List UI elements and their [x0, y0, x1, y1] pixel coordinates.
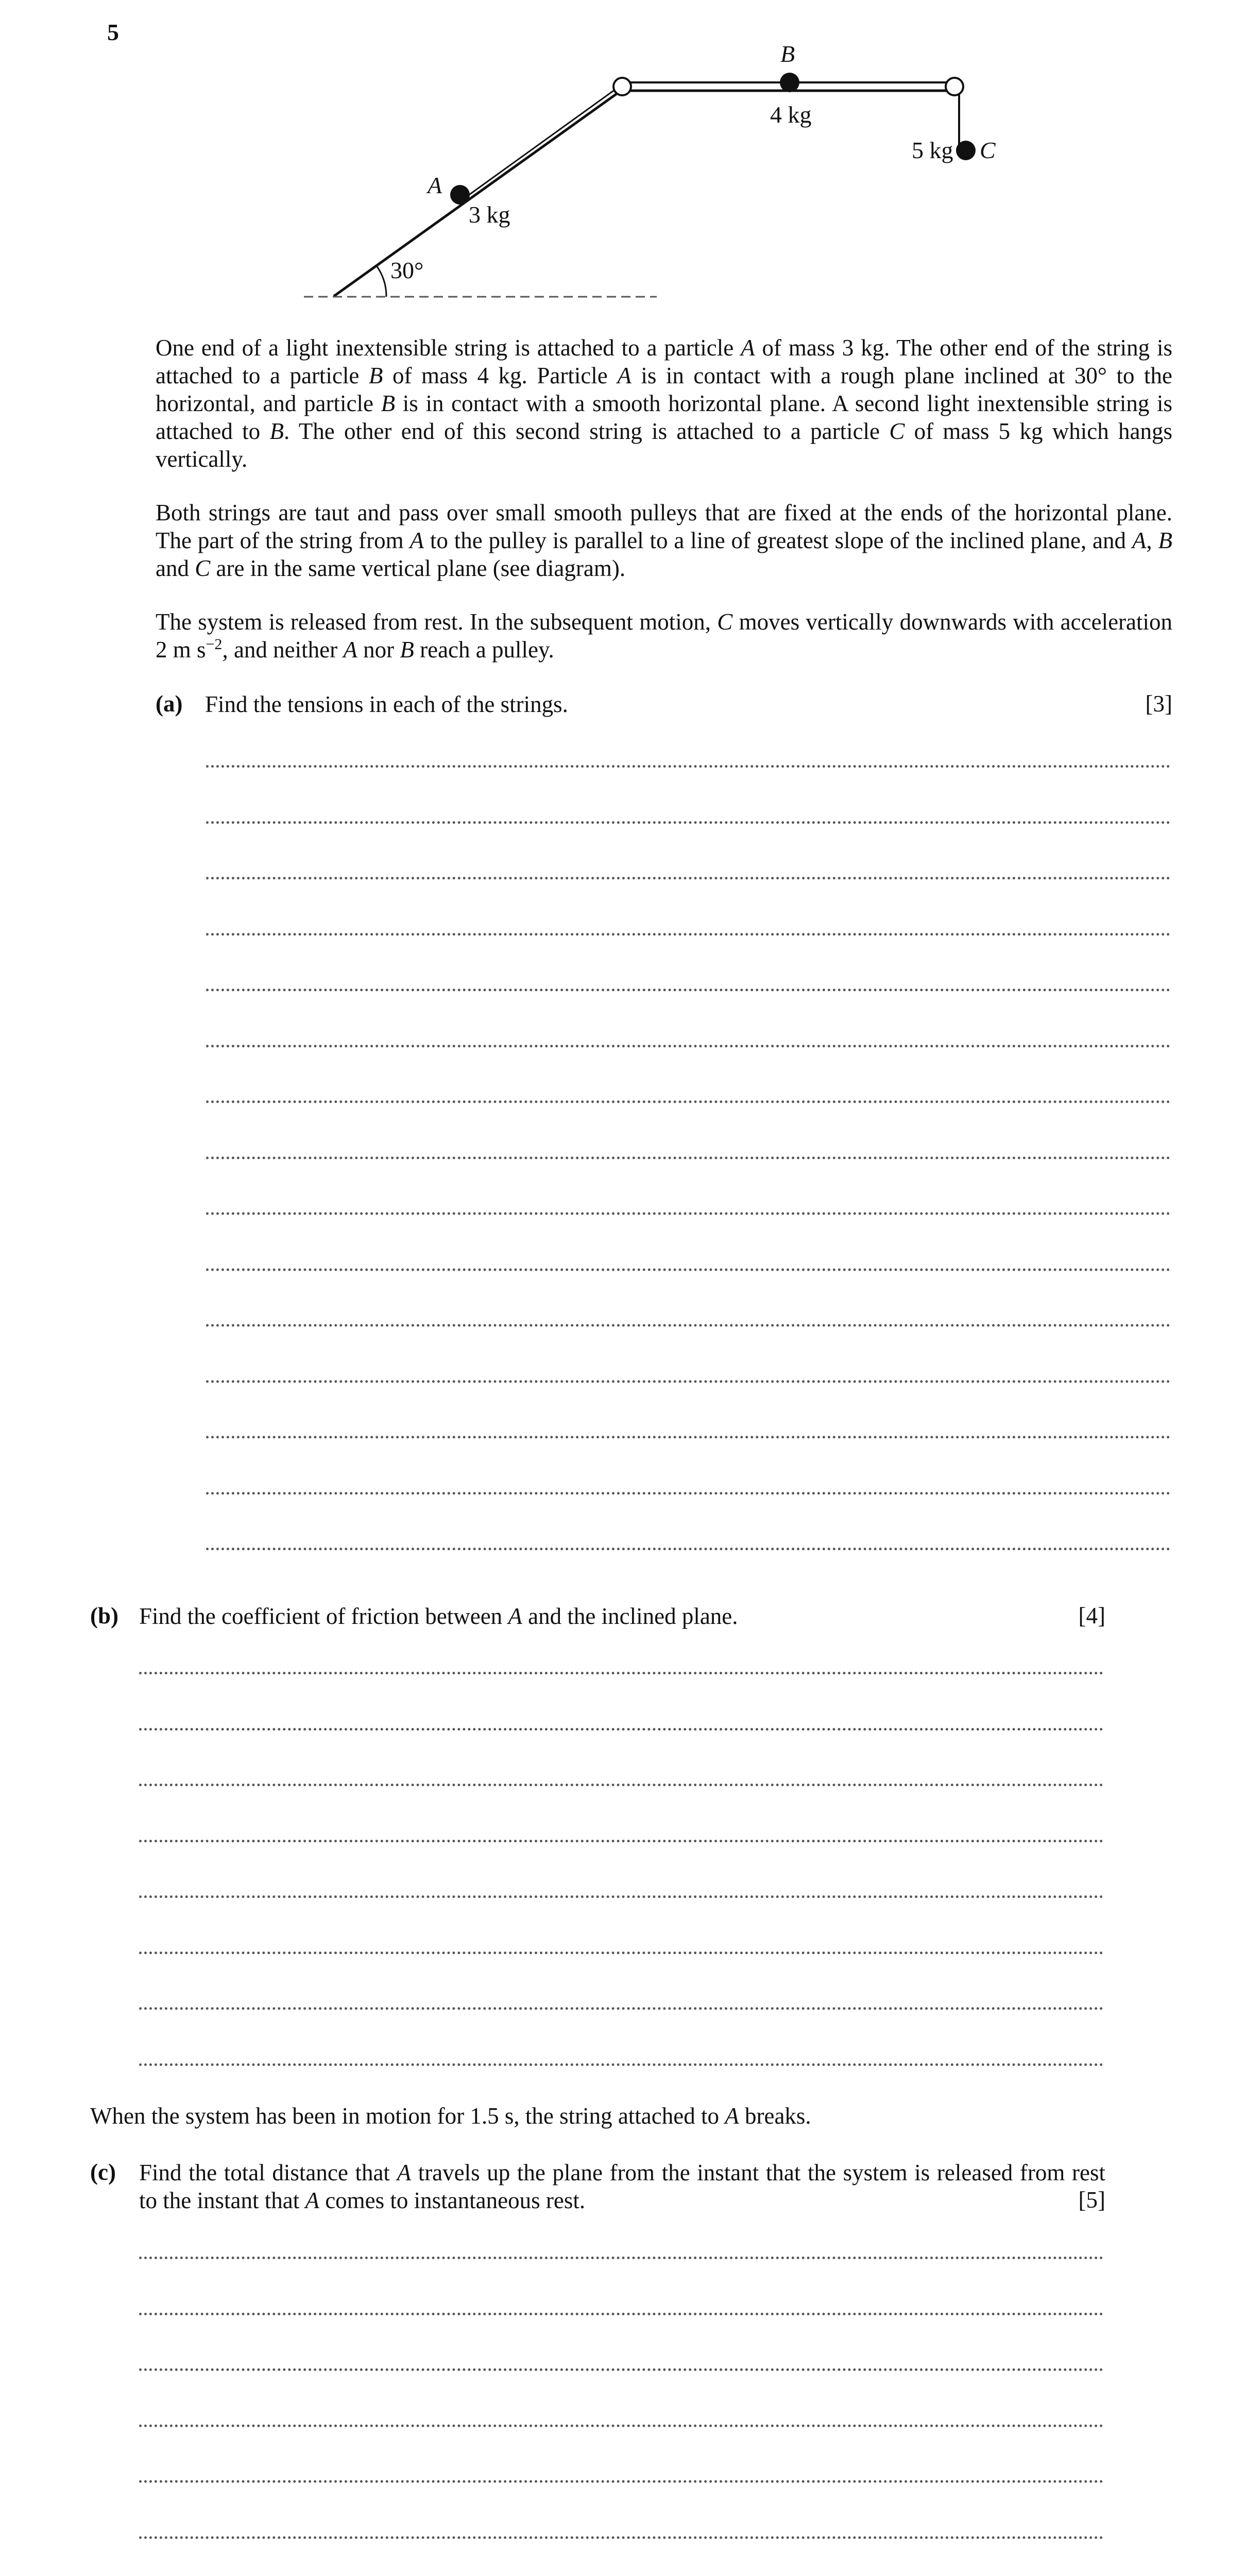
answer-line[interactable]	[206, 1492, 1170, 1495]
string-a-to-pulley	[468, 86, 621, 196]
part-b-text: Find the coefficient of friction between A and the inclined plane.	[139, 1603, 738, 1629]
inclined-plane	[334, 93, 618, 296]
label-b: B	[780, 41, 795, 67]
angle-arc	[377, 266, 386, 297]
answer-line[interactable]	[139, 1952, 1103, 1954]
part-c-label: (c)	[90, 2159, 116, 2185]
part-a-text: Find the tensions in each of the strings.	[205, 691, 568, 717]
part-b-label: (b)	[90, 1603, 118, 1629]
answer-line[interactable]	[139, 1895, 1103, 1898]
pulley-diagram	[288, 41, 1030, 309]
part-c-marks: [5]	[1078, 2187, 1105, 2213]
answer-line[interactable]	[139, 1728, 1103, 1731]
answer-line[interactable]	[206, 933, 1170, 936]
answer-line[interactable]	[206, 1436, 1170, 1438]
answer-line[interactable]	[206, 1100, 1170, 1103]
answer-line[interactable]	[206, 1045, 1170, 1047]
answer-line[interactable]	[139, 2257, 1103, 2259]
mass-b: 4 kg	[770, 101, 812, 128]
right-pulley	[946, 78, 963, 95]
answer-line[interactable]	[139, 2480, 1103, 2483]
answer-line[interactable]	[206, 1212, 1170, 1215]
particle-c	[956, 141, 976, 160]
answer-line[interactable]	[139, 1840, 1103, 1842]
particle-a	[450, 185, 470, 205]
question-number: 5	[107, 19, 119, 45]
part-c-text: Find the total distance that A travels up the plane from the instant that the system is released from rest to the instant that A comes to instantaneous rest.	[139, 2160, 1106, 2213]
answer-line[interactable]	[139, 2536, 1103, 2539]
answer-line[interactable]	[206, 1548, 1170, 1550]
answer-line[interactable]	[206, 1268, 1170, 1271]
answer-line[interactable]	[139, 2425, 1103, 2427]
mass-c: 5 kg	[912, 137, 953, 163]
break-statement: When the system has been in motion for 1.5 s, the string attached to A breaks.	[90, 2103, 811, 2129]
angle-label: 30°	[390, 257, 424, 283]
intro-paragraph-1: One end of a light inextensible string is attached to a particle A of mass 3 kg. The other end of the string is attached to a particle B of mass 4 kg. Particle A is in contact with a rough plane inclined at 30° to the horizontal, and particle B is in contact with a smooth horizontal plane. A second light inextensible string is attached to B. The other end of this second string is attached to a particle C of mass 5 kg which hangs vertically.	[156, 335, 1173, 472]
answer-line[interactable]	[139, 1672, 1103, 1674]
particle-b	[780, 73, 799, 92]
intro-paragraph-3: The system is released from rest. In the subsequent motion, C moves vertically downwards with acceleration 2 m $s^{-2}$, and neither A nor B reach a pulley.	[156, 609, 1173, 663]
intro-paragraph-2: Both strings are taut and pass over small smooth pulleys that are fixed at the ends of the horizontal plane. The part of the string from A to the pulley is parallel to a line of greatest slope of the inclined plane, and A, B and C are in the same vertical plane (see diagram).	[156, 500, 1172, 581]
answer-line[interactable]	[139, 2007, 1103, 2010]
answer-line[interactable]	[206, 821, 1170, 824]
part-a-marks: [3]	[1145, 691, 1172, 717]
answer-line[interactable]	[139, 1784, 1103, 1786]
answer-line[interactable]	[139, 2368, 1103, 2371]
mass-a: 3 kg	[469, 201, 510, 228]
label-c: C	[980, 137, 996, 163]
answer-line[interactable]	[206, 989, 1170, 991]
left-pulley	[613, 78, 631, 95]
answer-line[interactable]	[206, 1380, 1170, 1383]
answer-line[interactable]	[206, 1324, 1170, 1327]
label-a: A	[428, 172, 442, 198]
answer-line[interactable]	[139, 2313, 1103, 2315]
part-a-label: (a)	[156, 691, 183, 717]
answer-line[interactable]	[206, 877, 1170, 879]
answer-line[interactable]	[206, 765, 1170, 768]
part-b-marks: [4]	[1078, 1603, 1105, 1629]
answer-line[interactable]	[206, 1157, 1170, 1159]
answer-line[interactable]	[139, 2063, 1103, 2066]
